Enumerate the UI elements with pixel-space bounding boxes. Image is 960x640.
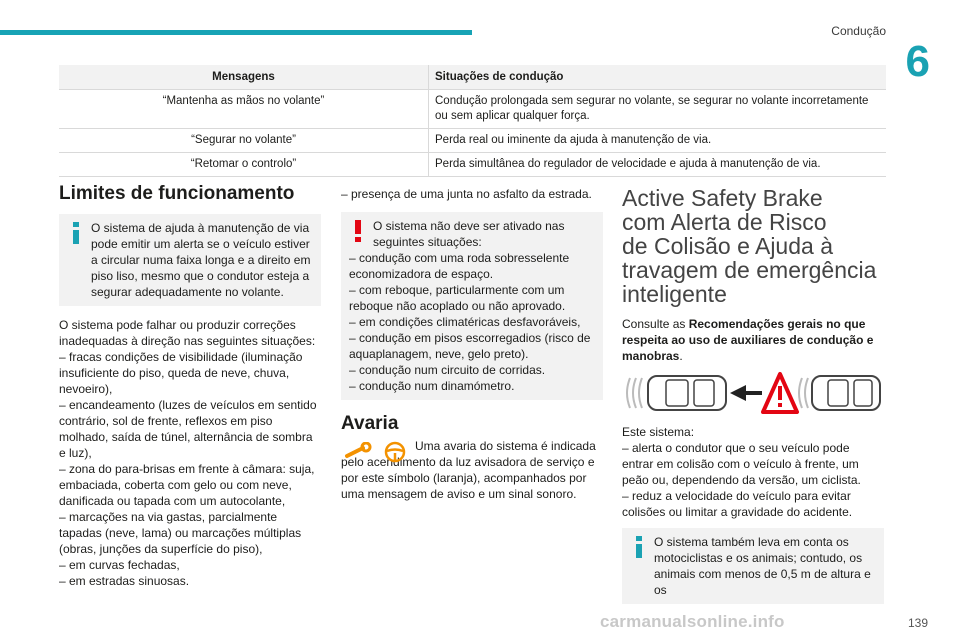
column-limits	[59, 183, 321, 589]
title-line: Active Safety Brake	[622, 185, 823, 211]
info-icon	[630, 535, 648, 559]
table-row	[59, 129, 886, 153]
wrench-icon	[343, 442, 375, 464]
list-item: – condução com uma roda sobresselente economizadora de espaço.	[349, 251, 570, 281]
list-item: – condução num dinamómetro.	[349, 379, 515, 393]
table-row	[59, 90, 886, 129]
title-line: de Colisão e Ajuda à	[622, 233, 833, 259]
table-header-row	[59, 65, 886, 90]
list-item: – marcações na via gastas, parcialmente tapadas (neve, lama) ou marcações múltiplas (obras, junções da superfície do piso),	[59, 510, 302, 556]
rear-car-icon	[648, 376, 726, 410]
list-item: – em curvas fechadas,	[59, 558, 180, 572]
chapter-number: 6	[905, 37, 930, 86]
column-system-description	[622, 424, 884, 604]
messages-table	[59, 65, 886, 177]
list-item: – condução em pisos escorregadios (risco de aquaplanagem, neve, gelo preto).	[349, 331, 591, 361]
list-item: – encandeamento (luzes de veículos em sentido contrário, sol de frente, reflexos em piso molhado, saída de túnel, alternância de sombra e luz),	[59, 398, 317, 460]
info-note-text: O sistema de ajuda à manutenção de via pode emitir um alerta se o veículo estiver a circular numa faixa longa e a direito em piso liso, mesmo que o condutor esteja a segurar adequadamente no volante.	[91, 221, 311, 299]
table-header-situations: Situações de condução	[429, 65, 887, 90]
list-item: – fracas condições de visibilidade (iluminação insuficiente do piso, queda de neve, chuva, nevoeiro),	[59, 350, 303, 396]
consult-suffix: .	[679, 349, 683, 363]
list-item: – alerta o condutor que o seu veículo pode entrar em colisão com o veículo à frente, um peão ou, dependendo da versão, um ciclista.	[622, 441, 861, 487]
page-number: 139	[907, 616, 928, 630]
table-cell: Condução prolongada sem segurar no volante, se segurar no volante incorretamente ou sem aplicar qualquer força.	[429, 90, 887, 129]
list-item: – em condições climatéricas desfavoráveis,	[349, 315, 581, 329]
running-head: Condução	[831, 24, 886, 38]
collision-illustration	[622, 368, 884, 418]
list-item: – condução num circuito de corridas.	[349, 363, 546, 377]
consult-text	[622, 316, 884, 364]
table-row	[59, 153, 886, 177]
warning-intro: O sistema não deve ser ativado nas seguintes situações:	[373, 219, 565, 249]
info-note	[59, 214, 321, 306]
list-item: – presença de uma junta no asfalto da estrada.	[341, 187, 592, 201]
table-cell: Perda simultânea do regulador de velocidade e ajuda à manutenção de via.	[429, 153, 887, 177]
avaria-block	[341, 438, 603, 502]
info-note-text: O sistema também leva em conta os motociclistas e os animais; contudo, os animais com menos de 0,5 m de altura e os	[654, 535, 871, 597]
table-header-messages: Mensagens	[59, 65, 429, 90]
column-active-safety-brake	[622, 186, 884, 364]
list-item: – em estradas sinuosas.	[59, 574, 190, 588]
section-title-avaria: Avaria	[341, 413, 399, 434]
collision-warning-icon	[763, 374, 797, 412]
header-accent-bar	[0, 30, 472, 35]
warning-icon	[349, 219, 367, 243]
warning-note	[341, 212, 603, 400]
info-note	[622, 528, 884, 604]
consult-link-bold: Recomendações gerais no que respeita ao uso de auxiliares de condução e manobras	[622, 317, 874, 363]
table-cell: “Retomar o controlo”	[59, 153, 429, 177]
section-title-limits: Limites de funcionamento	[59, 183, 295, 204]
avaria-text: Uma avaria do sistema é indicada pelo acendimento da luz avisadora de serviço e por este símbolo (laranja), acompanhados por uma mensagem de aviso e um sinal sonoro.	[341, 439, 596, 501]
system-intro: Este sistema:	[622, 425, 695, 439]
info-icon	[67, 221, 85, 245]
table-cell: Perda real ou iminente da ajuda à manutenção de via.	[429, 129, 887, 153]
title-line: inteligente	[622, 281, 727, 307]
section-title-active-safety-brake	[622, 186, 884, 306]
limits-intro: O sistema pode falhar ou produzir correções inadequadas à direção nas seguintes situações:	[59, 318, 316, 348]
title-line: travagem de emergência	[622, 257, 877, 283]
column-warnings	[341, 186, 603, 502]
list-item: – reduz a velocidade do veículo para evitar colisões ou limitar a gravidade do acidente.	[622, 489, 853, 519]
table-cell: “Mantenha as mãos no volante”	[59, 90, 429, 129]
consult-prefix: Consulte as	[622, 317, 689, 331]
watermark: carmanualsonline.info	[600, 612, 785, 631]
table-cell: “Segurar no volante”	[59, 129, 429, 153]
list-item: – zona do para-brisas em frente à câmara: suja, embaciada, coberta com gelo ou com neve, danificada ou tapada com um autocolante,	[59, 462, 315, 508]
front-car-icon	[812, 376, 880, 410]
title-line: com Alerta de Risco	[622, 209, 827, 235]
steering-wheel-icon	[383, 440, 407, 464]
list-item: – com reboque, particularmente com um reboque não acoplado ou não aprovado.	[349, 283, 566, 313]
